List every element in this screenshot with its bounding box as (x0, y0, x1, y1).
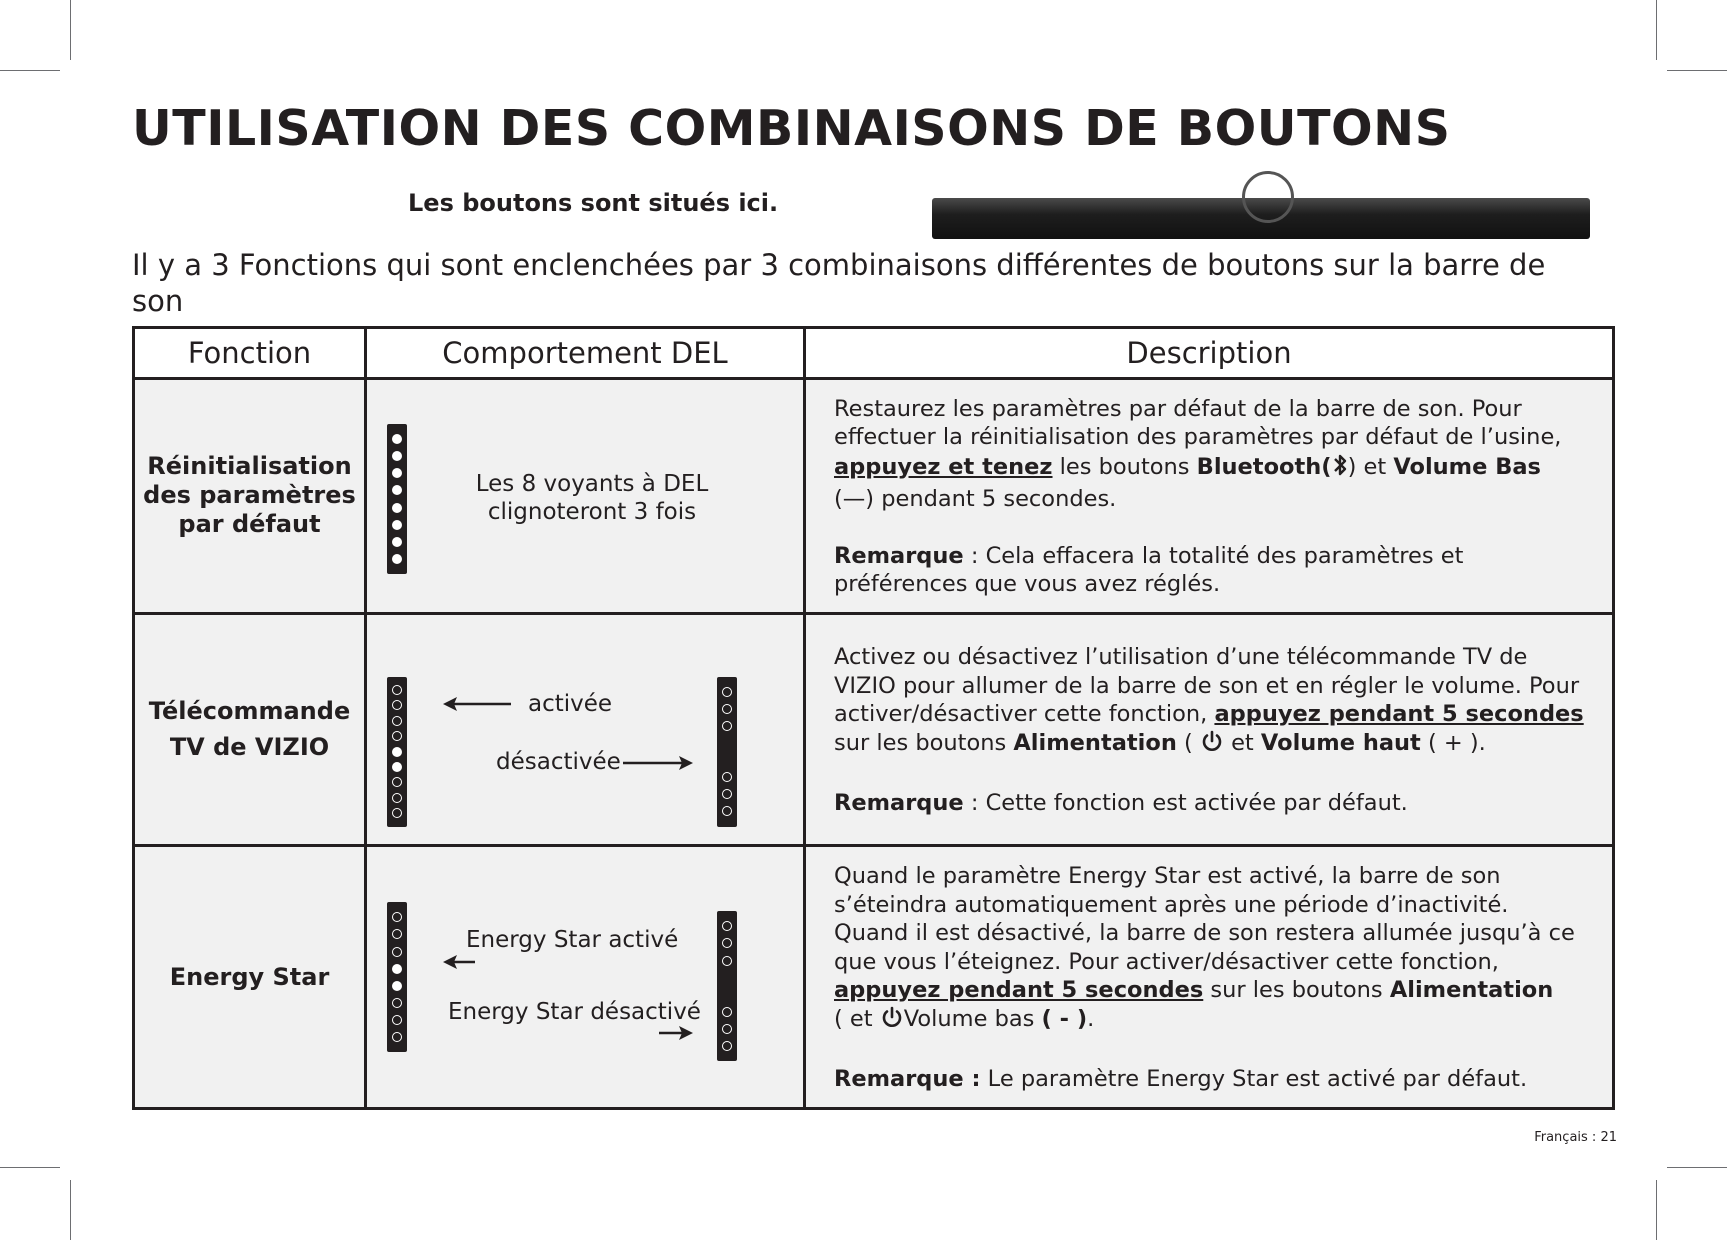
header-function: Fonction (134, 328, 366, 379)
button-name: Bluetooth (1196, 453, 1322, 480)
buttons-location-label: Les boutons sont situés ici. (408, 189, 779, 217)
function-name: Réinitialisation des paramètres par défaut (134, 379, 366, 614)
note-label: Remarque (834, 542, 964, 569)
led-indicator-off (722, 687, 732, 697)
led-strip-off (717, 911, 737, 1061)
led-indicator-off (722, 956, 732, 966)
led-indicator-off (722, 938, 732, 948)
description-text: ( (1176, 729, 1193, 756)
led-strip-on (387, 677, 407, 827)
led-strip (387, 424, 407, 574)
button-combinations-table (132, 326, 1615, 1110)
button-name: Alimentation (1389, 977, 1554, 1004)
led-indicator-on (392, 964, 402, 974)
led-behavior-cell (366, 613, 805, 846)
button-name: Alimentation (1013, 729, 1177, 756)
arrow-right-icon (623, 753, 693, 773)
led-label-off: désactivée (496, 748, 621, 775)
led-indicator-off (392, 731, 402, 741)
led-behavior-cell (366, 846, 805, 1109)
led-indicator-on (392, 503, 402, 513)
note-label: Remarque : (834, 1066, 981, 1093)
description-text: . (1087, 1005, 1095, 1032)
function-name-line: Télécommande (148, 697, 351, 726)
description-text: ( (1321, 453, 1332, 480)
led-indicator-off (392, 1015, 402, 1025)
led-indicator-off (722, 1007, 732, 1017)
arrow-right-icon (659, 1023, 693, 1043)
crop-mark (1656, 0, 1657, 60)
intro-text: Il y a 3 Fonctions qui sont enclenchées par 3 combinaisons différentes de boutons sur la barre de son (132, 248, 1546, 318)
led-behavior-text: Les 8 voyants à DEL clignoteront 3 fois (475, 471, 709, 525)
led-indicator-off (722, 921, 732, 931)
description-cell (805, 613, 1614, 846)
description-cell (805, 846, 1614, 1109)
description-text: ( et (834, 1005, 880, 1032)
led-indicator-on (392, 554, 402, 564)
led-indicator-off (722, 721, 732, 731)
led-indicator-on (392, 981, 402, 991)
button-location-circle (1242, 171, 1294, 223)
led-indicator-off (392, 716, 402, 726)
description-intro: Activez ou désactivez l’utilisation d’une télécommande TV de VIZIO pour allumer de la barre de son et en régler le volume. Pour activer/désactiver cette fonction, (834, 644, 1580, 728)
led-indicator-off (392, 808, 402, 818)
led-indicator-off (392, 793, 402, 803)
led-strip-off (717, 677, 737, 827)
note-text: : Cela effacera la totalité des paramètres et préférences que vous avez réglés. (834, 542, 1464, 598)
led-behavior-cell (366, 379, 805, 614)
description-action: appuyez pendant 5 secondes (1214, 701, 1584, 728)
led-strip-on (387, 902, 407, 1052)
description-text: sur les boutons (1203, 977, 1390, 1004)
description-action: appuyez pendant 5 secondes (834, 977, 1204, 1004)
led-indicator-on (392, 520, 402, 530)
led-indicator-off (392, 998, 402, 1008)
note-text: : Cette fonction est activée par défaut. (963, 790, 1408, 817)
crop-mark (0, 70, 60, 71)
led-indicator-off (722, 1041, 732, 1051)
crop-mark (1667, 1167, 1727, 1168)
table-row (134, 846, 1614, 1109)
description-intro: Quand le paramètre Energy Star est activé, la barre de son s’éteindra automatiquement après une période d’inactivité. Quand il est désactivé, la barre de son restera allumée jusqu’à ce que vous l’éteignez. Pour activer/désactiver cette fonction, (834, 863, 1575, 975)
crop-mark (1667, 70, 1727, 71)
led-indicator-off (722, 789, 732, 799)
led-indicator-off (392, 1032, 402, 1042)
page-number: Français : 21 (1534, 1130, 1617, 1145)
led-indicator-on (392, 451, 402, 461)
note-text: Le paramètre Energy Star est activé par défaut. (980, 1066, 1528, 1093)
button-name: Volume Bas (1393, 453, 1541, 480)
crop-mark (70, 1180, 71, 1240)
description-text: les boutons (1052, 453, 1197, 480)
crop-mark (1656, 1180, 1657, 1240)
note-label: Remarque (834, 790, 964, 817)
description-action: appuyez et tenez (834, 453, 1053, 480)
description-text: sur les boutons (834, 729, 1014, 756)
function-name-line: TV de VIZIO (169, 733, 330, 762)
button-name: Volume haut (1260, 729, 1421, 756)
led-indicator-on (392, 747, 402, 757)
function-name (134, 613, 366, 846)
page-title: UTILISATION DES COMBINAISONS DE BOUTONS (132, 100, 1451, 157)
led-indicator-off (722, 772, 732, 782)
power-icon (1200, 730, 1224, 762)
header-description: Description (805, 328, 1614, 379)
led-indicator-off (392, 947, 402, 957)
button-name: ( - ) (1041, 1005, 1088, 1032)
led-indicator-on (392, 485, 402, 495)
led-indicator-off (392, 685, 402, 695)
led-indicator-off (722, 704, 732, 714)
led-label-on: Energy Star activé (466, 927, 679, 954)
led-indicator-on (392, 537, 402, 547)
description-text: (—) pendant 5 secondes. (834, 486, 1117, 513)
description-text: ) et (1347, 453, 1394, 480)
description-text: Volume bas (903, 1005, 1042, 1032)
led-label-off: Energy Star désactivé (448, 999, 701, 1026)
power-icon (880, 1006, 904, 1038)
led-indicator-on (392, 762, 402, 772)
arrow-left-icon (443, 694, 513, 714)
led-indicator-off (392, 912, 402, 922)
table-row (134, 613, 1614, 846)
led-label-on: activée (528, 690, 613, 717)
description-text: ( + ). (1420, 729, 1486, 756)
led-indicator-off (392, 777, 402, 787)
led-indicator-on (392, 468, 402, 478)
led-indicator-on (392, 434, 402, 444)
crop-mark (0, 1167, 60, 1168)
led-indicator-off (392, 929, 402, 939)
table-row (134, 379, 1614, 614)
description-text: et (1223, 729, 1261, 756)
led-indicator-off (392, 700, 402, 710)
led-indicator-off (722, 806, 732, 816)
description-cell (805, 379, 1614, 614)
arrow-left-icon (443, 952, 477, 972)
function-name: Energy Star (134, 846, 366, 1109)
crop-mark (70, 0, 71, 60)
led-indicator-off (722, 1024, 732, 1034)
description-intro: Restaurez les paramètres par défaut de la barre de son. Pour effectuer la réinitialisation des paramètres par défaut de l’usine, (834, 395, 1562, 451)
bluetooth-icon (1332, 452, 1348, 486)
header-led-behavior: Comportement DEL (366, 328, 805, 379)
